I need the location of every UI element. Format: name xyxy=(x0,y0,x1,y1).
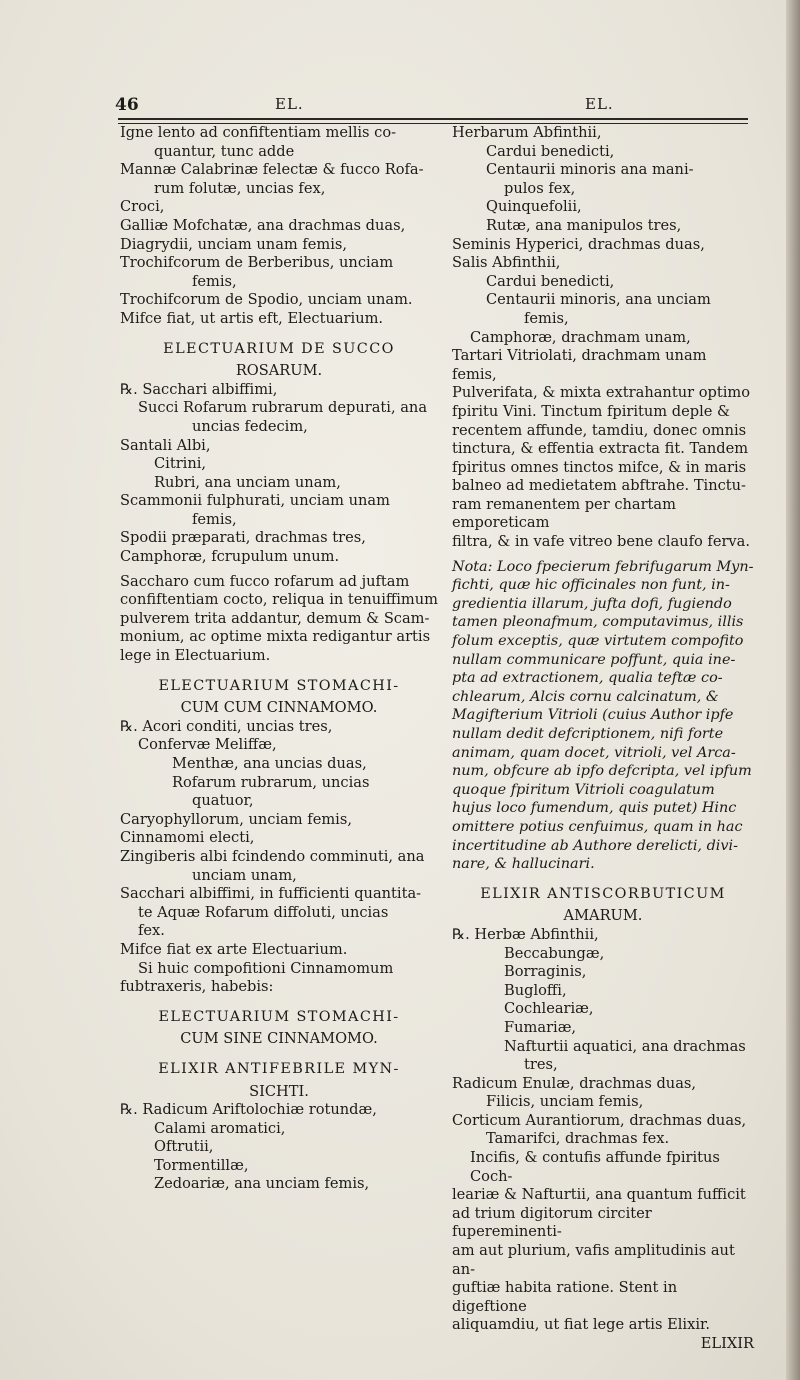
text-line: Nota: Loco fpecierum febrifugarum Myn- xyxy=(452,558,754,575)
text-line: Trochifcorum de Spodio, unciam unam. xyxy=(120,291,413,309)
text-line: Corticum Aurantiorum, drachmas duas, xyxy=(452,1111,747,1129)
text-line: Pulverifata, & mixta extrahantur optimo xyxy=(452,384,750,402)
right-column xyxy=(452,124,754,1354)
text-line: Trochifcorum de Berberibus, unciam xyxy=(120,254,394,272)
text-line: Herbarum Abfinthii, xyxy=(452,124,602,141)
text-line: num, obfcure ab ipfo defcripta, vel ipfum xyxy=(452,763,752,780)
text-line: Santali Albi, xyxy=(120,436,211,454)
text-line: ℞. Radicum Ariftolochiæ rotundæ, xyxy=(120,1101,377,1119)
section-heading: ELIXIR ANTISCORBUTICUM xyxy=(480,885,726,902)
text-line: Zingiberis albi fcindendo comminuti, ana xyxy=(120,847,425,865)
text-line: Confervæ Meliffæ, xyxy=(138,736,277,754)
text-line: hujus loco fumendum, quis putet) Hinc xyxy=(452,800,737,817)
text-line: tamen pleonafmum, computavimus, illis xyxy=(452,614,744,631)
text-line: Cardui benedicti, xyxy=(486,142,615,160)
text-line: lege in Electuarium. xyxy=(120,647,271,665)
text-line: leariæ & Nafturtii, ana quantum fufficit xyxy=(452,1186,746,1204)
text-line: pulos fex, xyxy=(504,179,576,197)
text-line: folum exceptis, quæ virtutem compofito xyxy=(452,633,744,650)
text-line: Quinquefolii, xyxy=(486,198,582,216)
text-line: gredientia illarum, jufta dofi, fugiendo xyxy=(452,595,732,612)
text-line: Mifce fiat, ut artis eft, Electuarium. xyxy=(120,309,384,327)
text-line: chlearum, Alcis cornu calcinatum, & xyxy=(452,688,719,705)
text-line: Igne lento ad confiftentiam mellis co- xyxy=(120,124,397,141)
left-running-head: EL. xyxy=(275,95,304,113)
text-line: confiftentiam cocto, reliqua in tenuiffimum xyxy=(120,591,438,609)
text-line: te Aquæ Rofarum diffoluti, uncias xyxy=(138,903,389,921)
page-edge-shadow xyxy=(786,0,800,1380)
text-line: aliquamdiu, ut fiat lege artis Elixir. xyxy=(452,1316,710,1334)
text-line: Rofarum rubrarum, uncias xyxy=(172,773,370,791)
text-line: Oftrutii, xyxy=(154,1138,214,1156)
text-line: Galliæ Mofchatæ, ana drachmas duas, xyxy=(120,216,406,234)
text-line: Camphoræ, fcrupulum unum. xyxy=(120,548,340,566)
text-line: Saccharo cum fucco rofarum ad juftam xyxy=(120,572,410,590)
text-line: Spodii præparati, drachmas tres, xyxy=(120,529,366,547)
text-line: ℞. Herbæ Abfinthii, xyxy=(452,925,599,943)
text-line: Tormentillæ, xyxy=(154,1156,249,1174)
left-column xyxy=(120,124,438,1194)
text-line: Calami aromatici, xyxy=(154,1119,286,1137)
text-line: Bugloffi, xyxy=(504,981,567,999)
text-line: quoque fpiritum Vitrioli coagulatum xyxy=(452,781,715,798)
text-line: SICHTI. xyxy=(249,1082,309,1100)
text-line: fubtraxeris, habebis: xyxy=(120,978,274,996)
text-line: Salis Abfinthii, xyxy=(452,254,561,272)
text-line: Cardui benedicti, xyxy=(486,272,615,290)
text-line: nullam dedit defcriptionem, nifi forte xyxy=(452,726,724,742)
section-heading: ELECTUARIUM STOMACHI- xyxy=(158,1008,400,1025)
text-line: fichti, quæ hic officinales non funt, in- xyxy=(452,577,730,594)
text-line: fpiritus omnes tinctos mifce, & in maris xyxy=(452,458,747,476)
text-line: nullam communicare poffunt, quia ine- xyxy=(452,651,736,668)
text-line: incertitudine ab Authore derelicti, divi- xyxy=(452,837,738,854)
text-line: ram remanentem per chartam emporeticam xyxy=(452,495,676,532)
text-line: ℞. Sacchari albiffimi, xyxy=(120,380,278,398)
text-line: Fumariæ, xyxy=(504,1018,577,1036)
text-line: balneo ad medietatem abftrahe. Tinctu- xyxy=(452,477,746,495)
text-line: rum folutæ, uncias fex, xyxy=(154,179,326,197)
text-line: femis, xyxy=(524,309,569,327)
text-line: Tamarifci, drachmas fex. xyxy=(486,1130,670,1148)
text-line: Magifterium Vitrioli (cuius Author ipfe xyxy=(452,707,734,724)
text-line: Croci, xyxy=(120,198,165,216)
text-line: Zedoariæ, ana unciam femis, xyxy=(154,1175,370,1193)
section-heading: ELECTUARIUM DE SUCCO xyxy=(163,340,395,357)
text-line: pulverem trita addantur, demum & Scam- xyxy=(120,609,430,627)
text-line: filtra, & in vafe vitreo bene claufo ferva. xyxy=(452,533,751,551)
page-number: 46 xyxy=(115,95,139,115)
text-line: femis, xyxy=(192,272,237,290)
text-line: Camphoræ, drachmam unam, xyxy=(470,328,691,346)
text-line: CUM CUM CINNAMOMO. xyxy=(180,699,378,717)
text-line: Scammonii fulphurati, unciam unam xyxy=(120,492,390,510)
text-line: Succi Rofarum rubrarum depurati, ana xyxy=(138,399,428,417)
text-line: Nafturtii aquatici, ana drachmas xyxy=(504,1037,746,1055)
text-line: Citrini, xyxy=(154,455,207,473)
text-line: ROSARUM. xyxy=(235,362,323,380)
text-line: Diagrydii, unciam unam femis, xyxy=(120,235,348,253)
text-line: Sacchari albiffimi, in fufficienti quantita- xyxy=(120,885,422,903)
section-heading: ELECTUARIUM STOMACHI- xyxy=(158,677,400,694)
text-line: AMARUM. xyxy=(563,907,643,925)
text-line: nare, & hallucinari. xyxy=(452,856,595,873)
text-line: Seminis Hyperici, drachmas duas, xyxy=(452,235,705,253)
text-line: unciam unam, xyxy=(192,866,297,884)
text-line: tinctura, & effentia extracta fit. Tandem xyxy=(452,440,749,458)
text-line: monium, ac optime mixta redigantur artis xyxy=(120,628,431,646)
text-line: Mannæ Calabrinæ felectæ & fucco Rofa- xyxy=(120,161,424,179)
text-line: Mifce fiat ex arte Electuarium. xyxy=(120,940,348,958)
text-line: tres, xyxy=(524,1056,558,1074)
text-line: fex. xyxy=(138,922,165,940)
text-line: quantur, tunc adde xyxy=(154,142,295,160)
text-line: Rubri, ana unciam unam, xyxy=(154,473,341,491)
text-line: Incifis, & contufis affunde fpiritus Coch- xyxy=(470,1149,720,1185)
text-line: ℞. Acori conditi, uncias tres, xyxy=(120,717,333,735)
text-line: Rutæ, ana manipulos tres, xyxy=(486,216,682,234)
text-line: ad trium digitorum circiter fupereminenti- xyxy=(452,1204,652,1241)
text-line: Centaurii minoris, ana unciam xyxy=(486,291,711,309)
text-line: Borraginis, xyxy=(504,963,587,981)
text-line: quatuor, xyxy=(192,792,254,810)
text-line: animam, quam docet, vitrioli, vel Arca- xyxy=(452,744,736,761)
text-line: am aut plurium, vafis amplitudinis aut an- xyxy=(452,1242,735,1278)
text-line: femis, xyxy=(192,510,237,528)
text-line: Beccabungæ, xyxy=(504,944,605,962)
text-line: Filicis, unciam femis, xyxy=(486,1093,644,1111)
text-line: Si huic compofitioni Cinnamomum xyxy=(138,959,394,977)
text-line: Menthæ, ana uncias duas, xyxy=(172,755,367,772)
text-line: omittere potius cenfuimus, quam in hac xyxy=(452,818,743,835)
text-line: Caryophyllorum, unciam femis, xyxy=(120,810,352,828)
text-line: pta ad extractionem, qualia teftæ co- xyxy=(452,670,723,687)
text-line: ELIXIR xyxy=(700,1335,754,1352)
text-line: Cochleariæ, xyxy=(504,1000,594,1018)
text-line: CUM SINE CINNAMOMO. xyxy=(180,1030,378,1048)
text-line: Tartari Vitriolati, drachmam unam femis, xyxy=(452,347,707,383)
text-line: uncias fedecim, xyxy=(192,417,308,435)
text-line: fpiritu Vini. Tinctum fpiritum deple & xyxy=(452,402,731,420)
text-line: recentem affunde, tamdiu, donec omnis xyxy=(452,421,747,439)
text-line: Radicum Enulæ, drachmas duas, xyxy=(452,1074,697,1092)
text-line: guftiæ habita ratione. Stent in digeftione xyxy=(452,1279,678,1315)
running-header xyxy=(115,95,750,115)
text-line: Centaurii minoris ana mani- xyxy=(486,161,694,179)
right-running-head: EL. xyxy=(585,95,614,113)
section-heading: ELIXIR ANTIFEBRILE MYN- xyxy=(158,1060,400,1077)
text-line: Cinnamomi electi, xyxy=(120,829,255,847)
